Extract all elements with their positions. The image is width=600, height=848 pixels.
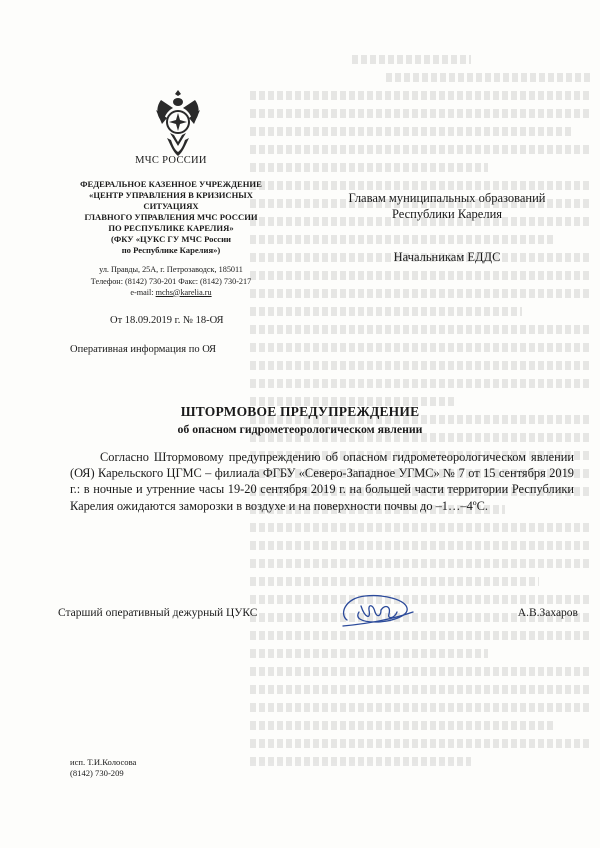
org-line-3: СИТУАЦИЯХ	[143, 201, 199, 211]
org-email-line	[60, 287, 282, 298]
signer-position: Старший оперативный дежурный ЦУКС	[58, 607, 258, 619]
executor-info	[70, 757, 136, 779]
executor-name: исп. Т.И.Колосова	[70, 757, 137, 767]
addressee-line-3: Начальникам ЕДДС	[393, 250, 501, 264]
signer-name: А.В.Захаров	[517, 607, 578, 619]
org-line-1: ФЕДЕРАЛЬНОЕ КАЗЕННОЕ УЧРЕЖДЕНИЕ	[80, 179, 262, 189]
organization-header	[60, 155, 282, 298]
mchs-eagle-emblem-icon	[153, 88, 203, 158]
org-line-7: по Республике Карелия»)	[121, 245, 221, 255]
document-type: Оперативная информация по ОЯ	[70, 344, 217, 355]
signature-row	[58, 607, 578, 627]
email-link[interactable]: mchs@karelia.ru	[155, 287, 212, 297]
email-label: e-mail:	[130, 287, 154, 297]
document-title: ШТОРМОВОЕ ПРЕДУПРЕЖДЕНИЕ	[180, 404, 420, 419]
org-line-5: ПО РЕСПУБЛИКЕ КАРЕЛИЯ»	[108, 223, 234, 233]
warning-body-text: Согласно Штормовому предупреждению об опасном гидрометеорологическом явлении (ОЯ) Карельского ЦГМС – филиала ФГБУ «Северо-Западное УГМС» № 7 от 15 сентября 2019 г.: в ночные и утренние часы 19-20 сентября 2019 г. на большей части территории Республики Карелия ожидаются заморозки в воздухе и на поверхности почвы до –1…–4ºС.	[70, 450, 574, 513]
addressee-block	[302, 190, 592, 265]
org-line-4: ГЛАВНОГО УПРАВЛЕНИЯ МЧС РОССИИ	[84, 212, 258, 222]
org-phones: Телефон: (8142) 730-201 Факс: (8142) 730-217	[90, 276, 252, 286]
addressee-line-2: Республики Карелия	[391, 207, 503, 221]
document-date-number: От 18.09.2019 г. № 18-ОЯ	[110, 315, 224, 326]
org-address: ул. Правды, 25А, г. Петрозаводск, 185011	[99, 265, 243, 274]
addressee-line-1: Главам муниципальных образований	[348, 191, 546, 205]
org-line-6: (ФКУ «ЦУКС ГУ МЧС России	[111, 234, 231, 244]
executor-phone: (8142) 730-209	[70, 768, 124, 778]
org-line-2: «ЦЕНТР УПРАВЛЕНИЯ В КРИЗИСНЫХ	[89, 190, 253, 200]
ministry-name: МЧС РОССИИ	[135, 155, 207, 166]
document-subtitle: об опасном гидрометеорологическом явлении	[177, 422, 423, 436]
